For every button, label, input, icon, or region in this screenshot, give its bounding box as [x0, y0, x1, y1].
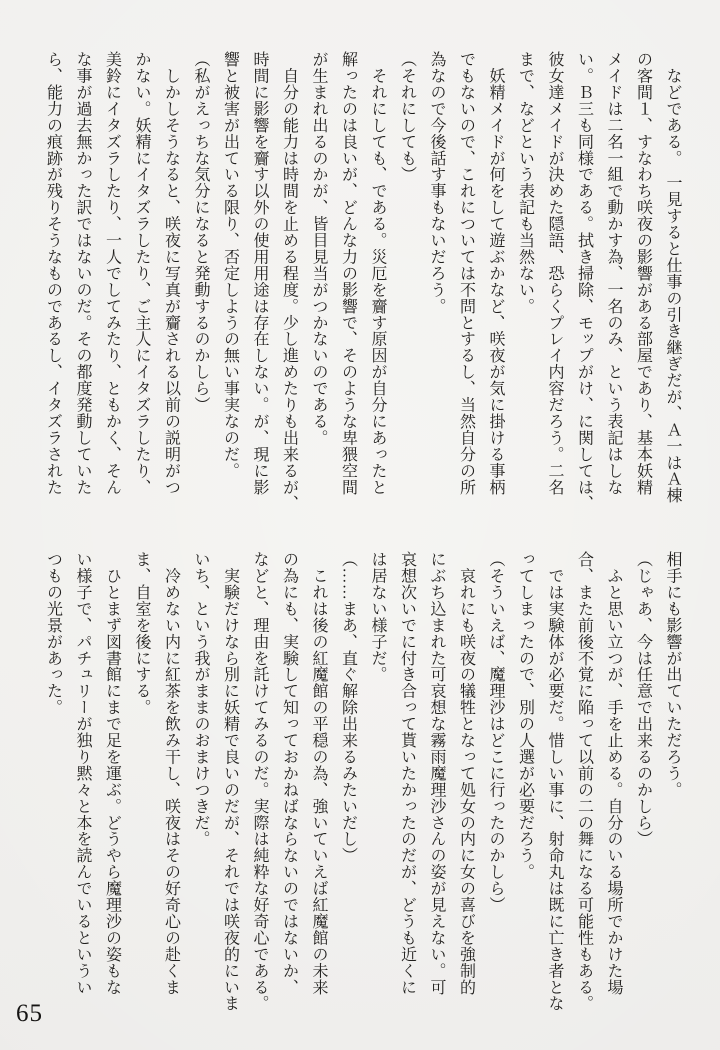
text-column: の為にも、実験して知っておかねばならないのではないか、: [280, 551, 298, 996]
text-column: は居ない様子だ。: [369, 551, 386, 683]
text-column: それにしても、である。災厄を齎す原因が自分にあったと: [369, 51, 386, 496]
text-column: でもないので、これについては不問とするし、当然自分の所: [457, 51, 475, 496]
text-column: （そういえば、魔理沙はどこに行ったのかしら）: [487, 551, 504, 913]
text-column: （それにしても）: [398, 51, 416, 183]
text-column: 彼女達メイドが決めた隠語、恐らくプレイ内容だろう。二名: [546, 51, 563, 496]
text-column: まで、などという表記も当然ない。: [516, 51, 534, 315]
text-column: ま、自室を後にする。: [133, 551, 150, 716]
text-column: 哀れにも咲夜の犠牲となって処女の内に女の喜びを強制的: [457, 551, 475, 996]
text-column: 相手にも影響が出ていただろう。: [664, 551, 681, 798]
text-column: にぶち込まれた可哀想な霧雨魔理沙さんの姿が見えない。可: [428, 551, 445, 996]
text-column: メイドは二名一組で動かす為、一名のみ、という表記はしな: [605, 51, 622, 496]
text-column: （じゃあ、今は任意で出来るのかしら）: [634, 551, 652, 848]
text-column: ら、能力の痕跡が残りそうなものであるし、イタズラされた: [44, 51, 62, 496]
text-block-top: [45, 51, 682, 519]
text-column: などと、理由を託けてみるのだ。実際は純粋な好奇心である。: [251, 551, 268, 1012]
text-column: い様子で、パチュリーが独り黙々と本を読んでいるというい: [74, 551, 91, 996]
text-column: 為なので今後話す事もないだろう。: [428, 51, 445, 315]
text-column: の客間１、すなわち咲夜の影響がある部屋であり、基本妖精: [634, 51, 652, 496]
text-column: 合、また前後不覚に陥って以前の二の舞になる可能性もある。: [575, 551, 593, 1012]
text-column: が生まれ出るのかが、皆目見当がつかないのである。: [310, 51, 327, 446]
text-column: いち、という我がままのおまけつきだ。: [192, 551, 209, 848]
text-column: しかしそうなると、咲夜に写真が齎される以前の説明がつ: [162, 51, 180, 496]
text-column: 美鈴にイタズラしたり、一人でしてみたり、ともかく、そん: [103, 51, 121, 496]
text-column: ふと思い立つが、手を止める。自分のいる場所でかけた場: [605, 551, 622, 996]
text-column: 哀想次いでに付き合って貰いたかったのだが、どうも近くに: [398, 551, 416, 996]
text-column: （……まあ、直ぐ解除出来るみたいだし）: [339, 551, 357, 864]
text-column: などである。 一見すると仕事の引き継ぎだが、Ａ一はＡ棟: [664, 51, 681, 504]
text-column: これは後の紅魔館の平穏の為、強いていえば紅魔館の未来: [310, 551, 327, 996]
text-column: 冷めない内に紅茶を飲み干し、咲夜はその好奇心の赴くま: [162, 551, 180, 996]
text-block-bottom: [45, 551, 682, 1019]
text-column: 自分の能力は時間を止める程度。少し進めたりも出来るが、: [280, 51, 298, 512]
text-column: 時間に影響を齎す以外の使用用途は存在しない。が、現に影: [251, 51, 268, 496]
text-column: （私がえっちな気分になると発動するのかしら）: [192, 51, 209, 413]
text-column: ってしまったので、別の人選が必要だろう。: [516, 551, 534, 880]
text-column: つもの光景があった。: [44, 551, 62, 716]
text-column: 解ったのは良いが、どんな力の影響で、そのような卑猥空間: [339, 51, 357, 496]
text-column: では実験体が必要だ。惜しい事に、射命丸は既に亡き者とな: [546, 551, 563, 1012]
text-column: ひとまず図書館にまで足を運ぶ。どうやら魔理沙の姿もな: [103, 551, 121, 996]
text-column: い。Ｂ三も同様である。拭き掃除、モップがけ、に関しては、: [575, 51, 593, 512]
text-column: 響と被害が出ている限り、否定しようの無い事実なのだ。: [221, 51, 239, 479]
text-column: 実験だけなら別に妖精で良いのだが、それでは咲夜的にいま: [221, 551, 239, 1012]
text-column: かない。妖精にイタズラしたり、ご主人にイタズラしたり、: [133, 51, 150, 496]
text-column: な事が過去無かった訳ではないのだ。その都度発動していた: [74, 51, 91, 496]
page-number: 65: [16, 1000, 43, 1027]
text-column: 妖精メイドが何をして遊ぶかなど、咲夜が気に掛ける事柄: [487, 51, 504, 496]
